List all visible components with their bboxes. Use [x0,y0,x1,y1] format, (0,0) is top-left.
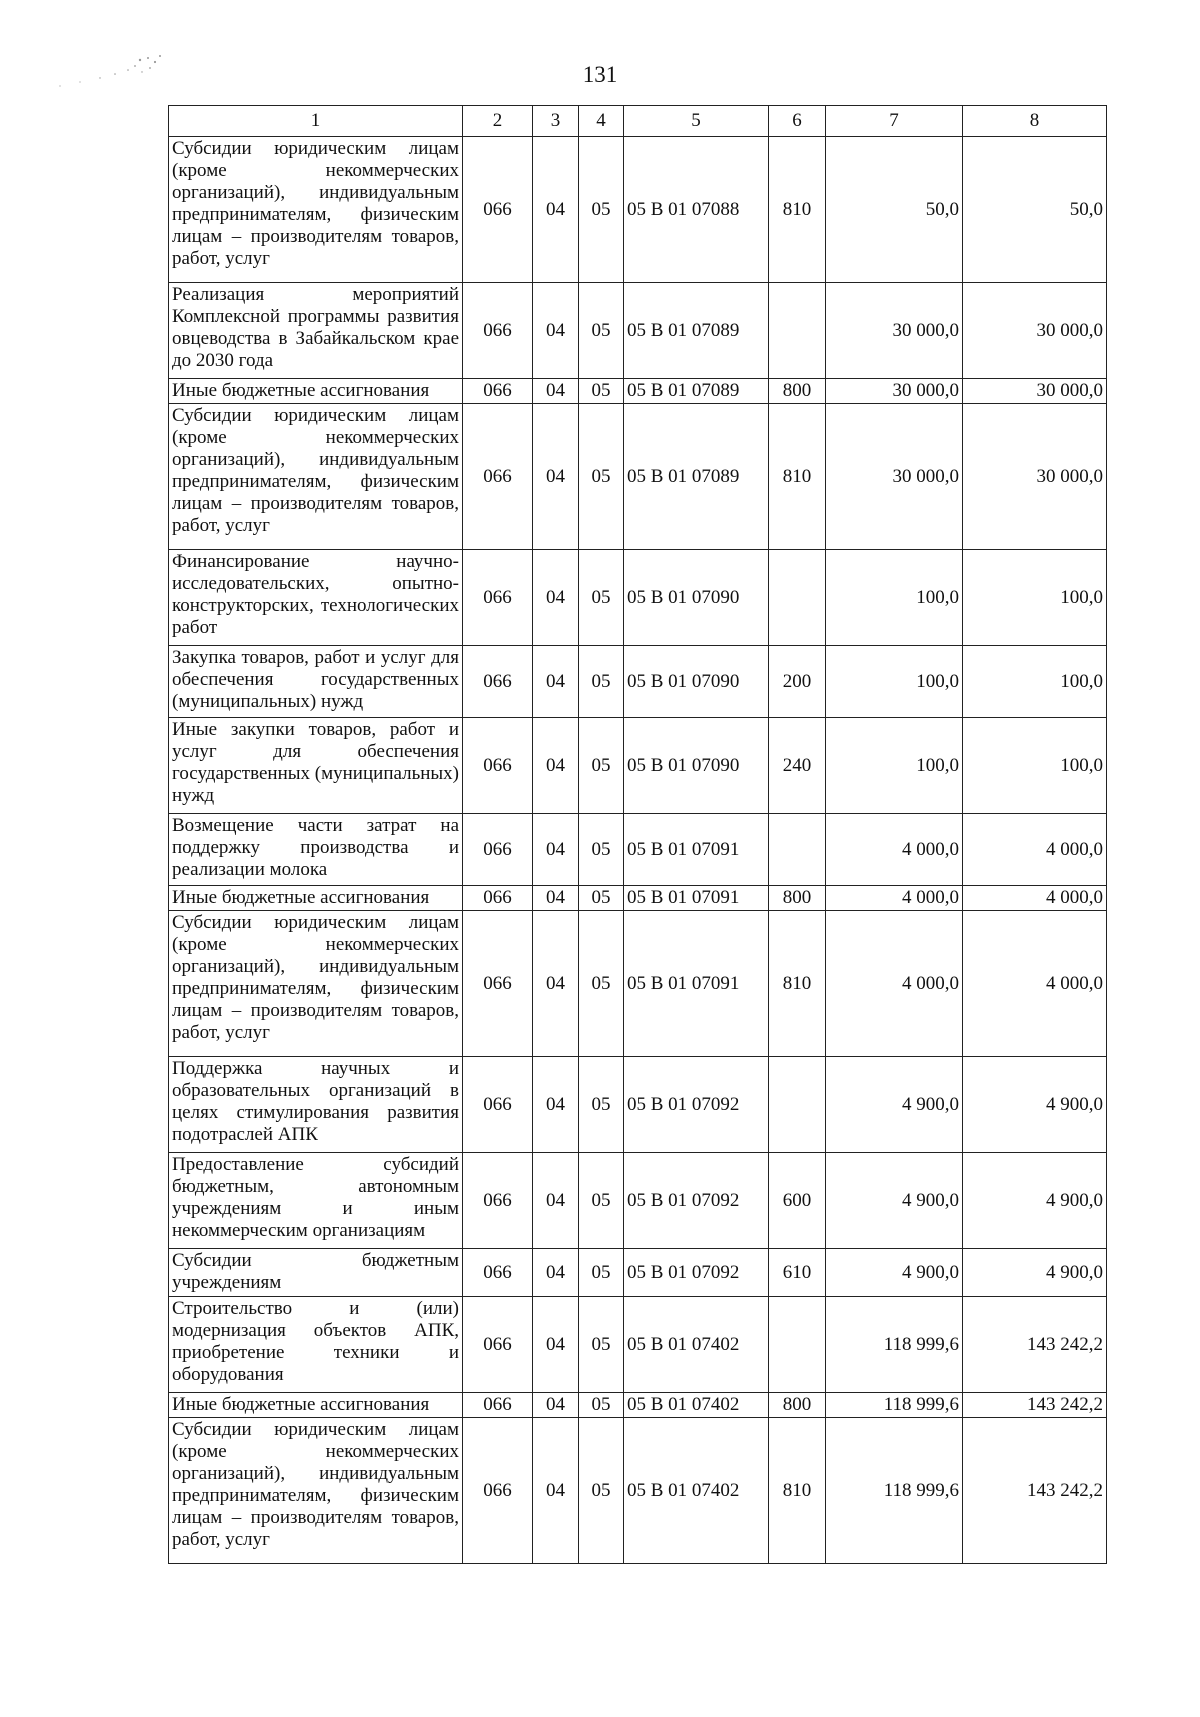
row-target-code: 05 В 01 07402 [624,1393,769,1418]
row-amount-year-1: 4 000,0 [826,886,963,911]
header-row [169,106,1107,137]
row-name: Реализация мероприятий Комплексной программы развития овцеводства в Забайкальском крае до 2030 года [169,283,463,379]
row-admin-code: 066 [463,814,533,886]
table-row [169,718,1107,814]
row-admin-code: 066 [463,1297,533,1393]
row-amount-year-1: 118 999,6 [826,1418,963,1564]
row-target-code: 05 В 01 07090 [624,718,769,814]
row-amount-year-2: 30 000,0 [963,404,1107,550]
row-amount-year-2: 4 900,0 [963,1153,1107,1249]
row-section-code: 04 [533,646,579,718]
row-amount-year-1: 4 900,0 [826,1057,963,1153]
row-admin-code: 066 [463,911,533,1057]
table-row [169,911,1107,1057]
row-section-code: 04 [533,1249,579,1297]
table-row [169,1393,1107,1418]
table-row [169,814,1107,886]
row-expense-type: 810 [769,137,826,283]
row-name: Иные закупки товаров, работ и услуг для обеспечения государственных (муниципальных) нужд [169,718,463,814]
row-section-code: 04 [533,1057,579,1153]
col-header-8: 8 [963,106,1107,137]
table-row [169,404,1107,550]
row-subsection-code: 05 [579,911,624,1057]
row-admin-code: 066 [463,1418,533,1564]
row-name: Предоставление субсидий бюджетным, автономным учреждениям и иным некоммерческим организациям [169,1153,463,1249]
row-admin-code: 066 [463,1057,533,1153]
row-name: Субсидии юридическим лицам (кроме некоммерческих организаций), индивидуальным предпринимателям, физическим лицам – производителям товаров, работ, услуг [169,1418,463,1564]
row-expense-type: 240 [769,718,826,814]
row-section-code: 04 [533,283,579,379]
row-expense-type: 800 [769,886,826,911]
row-amount-year-1: 118 999,6 [826,1393,963,1418]
row-subsection-code: 05 [579,1153,624,1249]
row-amount-year-1: 30 000,0 [826,379,963,404]
page-number: 131 [582,62,618,87]
row-amount-year-2: 143 242,2 [963,1418,1107,1564]
row-section-code: 04 [533,1297,579,1393]
row-expense-type [769,1057,826,1153]
row-amount-year-2: 100,0 [963,550,1107,646]
row-subsection-code: 05 [579,379,624,404]
table-row [169,1153,1107,1249]
row-name: Иные бюджетные ассигнования [169,379,463,404]
row-amount-year-1: 100,0 [826,718,963,814]
row-admin-code: 066 [463,886,533,911]
row-amount-year-2: 30 000,0 [963,283,1107,379]
row-expense-type: 800 [769,1393,826,1418]
row-amount-year-1: 30 000,0 [826,404,963,550]
col-header-3: 3 [533,106,579,137]
row-name: Закупка товаров, работ и услуг для обеспечения государственных (муниципальных) нужд [169,646,463,718]
table-row [169,137,1107,283]
table-row [169,886,1107,911]
row-expense-type: 810 [769,1418,826,1564]
row-subsection-code: 05 [579,814,624,886]
row-section-code: 04 [533,137,579,283]
budget-table [168,105,1107,1564]
row-admin-code: 066 [463,1249,533,1297]
row-admin-code: 066 [463,379,533,404]
row-amount-year-1: 100,0 [826,550,963,646]
row-expense-type: 610 [769,1249,826,1297]
row-name: Субсидии бюджетным учреждениям [169,1249,463,1297]
row-amount-year-2: 4 000,0 [963,814,1107,886]
row-name: Финансирование научно-исследовательских, опытно-конструкторских, технологических работ [169,550,463,646]
row-target-code: 05 В 01 07092 [624,1153,769,1249]
row-section-code: 04 [533,379,579,404]
table-row [169,283,1107,379]
row-admin-code: 066 [463,1153,533,1249]
row-amount-year-2: 30 000,0 [963,379,1107,404]
row-amount-year-2: 50,0 [963,137,1107,283]
row-amount-year-2: 4 000,0 [963,886,1107,911]
row-admin-code: 066 [463,404,533,550]
row-section-code: 04 [533,1153,579,1249]
row-section-code: 04 [533,886,579,911]
row-name: Возмещение части затрат на поддержку производства и реализации молока [169,814,463,886]
row-subsection-code: 05 [579,137,624,283]
row-expense-type: 600 [769,1153,826,1249]
row-expense-type [769,283,826,379]
table-row [169,1418,1107,1564]
row-subsection-code: 05 [579,718,624,814]
row-subsection-code: 05 [579,1393,624,1418]
row-expense-type [769,550,826,646]
col-header-4: 4 [579,106,624,137]
row-amount-year-1: 30 000,0 [826,283,963,379]
row-amount-year-2: 4 900,0 [963,1249,1107,1297]
row-subsection-code: 05 [579,1057,624,1153]
row-subsection-code: 05 [579,1418,624,1564]
table-row [169,550,1107,646]
row-expense-type: 810 [769,911,826,1057]
row-expense-type [769,814,826,886]
row-target-code: 05 В 01 07402 [624,1418,769,1564]
row-target-code: 05 В 01 07091 [624,911,769,1057]
row-target-code: 05 В 01 07088 [624,137,769,283]
row-amount-year-1: 4 000,0 [826,911,963,1057]
row-expense-type: 810 [769,404,826,550]
row-name: Строительство и (или) модернизация объектов АПК, приобретение техники и оборудования [169,1297,463,1393]
row-amount-year-1: 118 999,6 [826,1297,963,1393]
row-target-code: 05 В 01 07090 [624,646,769,718]
row-amount-year-1: 100,0 [826,646,963,718]
row-expense-type: 800 [769,379,826,404]
table-row [169,379,1107,404]
row-section-code: 04 [533,718,579,814]
row-amount-year-2: 4 000,0 [963,911,1107,1057]
row-target-code: 05 В 01 07092 [624,1249,769,1297]
row-target-code: 05 В 01 07089 [624,379,769,404]
row-amount-year-1: 50,0 [826,137,963,283]
row-amount-year-1: 4 900,0 [826,1249,963,1297]
row-target-code: 05 В 01 07090 [624,550,769,646]
row-admin-code: 066 [463,283,533,379]
row-name: Субсидии юридическим лицам (кроме некоммерческих организаций), индивидуальным предпринимателям, физическим лицам – производителям товаров, работ, услуг [169,137,463,283]
row-subsection-code: 05 [579,1249,624,1297]
table-row [169,1249,1107,1297]
row-amount-year-2: 143 242,2 [963,1393,1107,1418]
row-subsection-code: 05 [579,550,624,646]
row-subsection-code: 05 [579,283,624,379]
row-subsection-code: 05 [579,1297,624,1393]
row-subsection-code: 05 [579,886,624,911]
row-amount-year-2: 143 242,2 [963,1297,1107,1393]
row-section-code: 04 [533,814,579,886]
row-admin-code: 066 [463,137,533,283]
col-header-1: 1 [169,106,463,137]
row-name: Иные бюджетные ассигнования [169,1393,463,1418]
row-target-code: 05 В 01 07091 [624,886,769,911]
row-target-code: 05 В 01 07092 [624,1057,769,1153]
row-subsection-code: 05 [579,404,624,550]
row-subsection-code: 05 [579,646,624,718]
col-header-7: 7 [826,106,963,137]
row-amount-year-2: 4 900,0 [963,1057,1107,1153]
row-target-code: 05 В 01 07091 [624,814,769,886]
table-row [169,1057,1107,1153]
row-name: Субсидии юридическим лицам (кроме некоммерческих организаций), индивидуальным предпринимателям, физическим лицам – производителям товаров, работ, услуг [169,911,463,1057]
col-header-5: 5 [624,106,769,137]
row-expense-type: 200 [769,646,826,718]
row-section-code: 04 [533,911,579,1057]
row-target-code: 05 В 01 07402 [624,1297,769,1393]
row-amount-year-1: 4 000,0 [826,814,963,886]
row-expense-type [769,1297,826,1393]
row-section-code: 04 [533,1393,579,1418]
row-section-code: 04 [533,550,579,646]
row-admin-code: 066 [463,1393,533,1418]
row-name: Субсидии юридическим лицам (кроме некоммерческих организаций), индивидуальным предпринимателям, физическим лицам – производителям товаров, работ, услуг [169,404,463,550]
row-target-code: 05 В 01 07089 [624,404,769,550]
row-amount-year-2: 100,0 [963,646,1107,718]
row-name: Иные бюджетные ассигнования [169,886,463,911]
col-header-6: 6 [769,106,826,137]
table-row [169,1297,1107,1393]
row-section-code: 04 [533,404,579,550]
row-name: Поддержка научных и образовательных организаций в целях стимулирования развития подотраслей АПК [169,1057,463,1153]
table-row [169,646,1107,718]
row-amount-year-1: 4 900,0 [826,1153,963,1249]
row-amount-year-2: 100,0 [963,718,1107,814]
row-section-code: 04 [533,1418,579,1564]
row-admin-code: 066 [463,550,533,646]
row-target-code: 05 В 01 07089 [624,283,769,379]
col-header-2: 2 [463,106,533,137]
row-admin-code: 066 [463,646,533,718]
row-admin-code: 066 [463,718,533,814]
